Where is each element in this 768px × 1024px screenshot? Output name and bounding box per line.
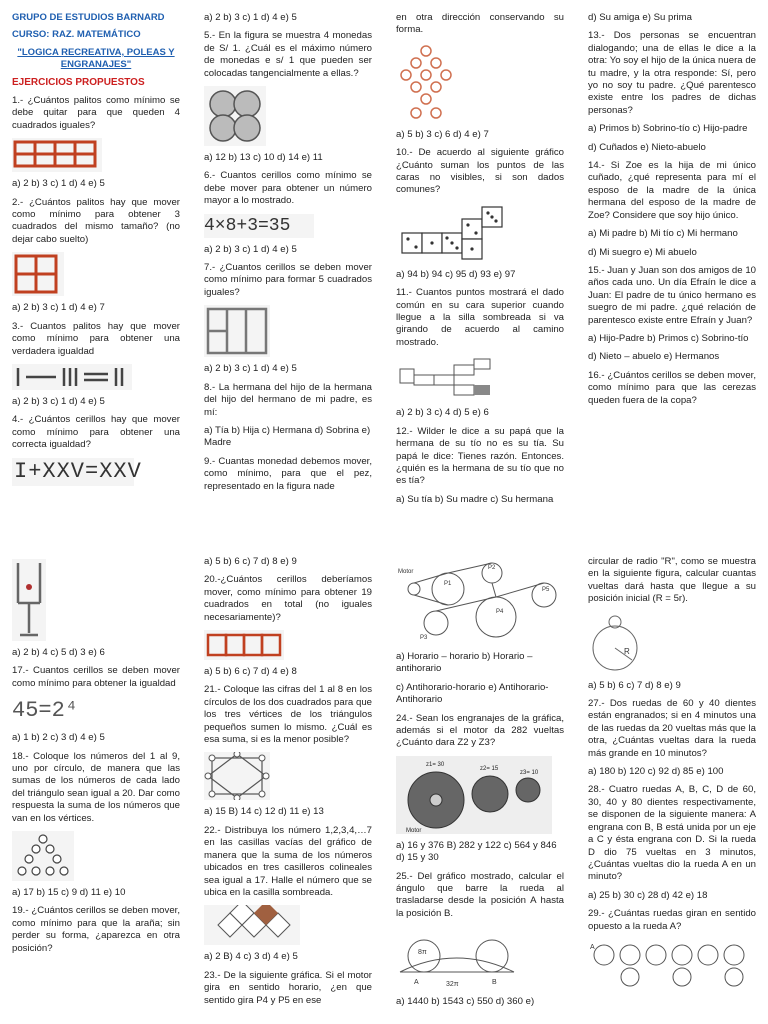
options-11: a) 2 b) 3 c) 4 d) 5 e) 6 — [396, 407, 489, 419]
column-2-bottom — [204, 556, 372, 1013]
matchstick-grid-figure — [12, 252, 64, 296]
question-25: 25.- Del gráfico mostrado, calcular el ángulo que barre la rueda al trasladarse desde la posición A hasta la posición B. — [396, 870, 564, 919]
triangle-circles-figure — [12, 831, 74, 881]
matchstick-squares-figure — [12, 138, 102, 172]
question-2: 2.- ¿Cuántos palitos hay que mover como mínimo para obtener 3 cuadrados del mismo tamaño? (no dejar cabo suelto) — [12, 196, 180, 245]
question-15: 15.- Juan y Juan son dos amigos de 10 años cada uno. Un día Efraín le dice a Juan: El padre de tu único hermano es suegro de mi padre. ¿qué relación de parentesco existe entre Efraín y Juan? — [588, 264, 756, 326]
options-13b: d) Cuñados e) Nieto-abuelo — [588, 141, 706, 153]
question-12: 12.- Wilder le dice a su papá que la hermana de su tío no es su tía. Su papá le dice: Tienes razón. Entonces. ¿quién es la hermana de su tío que no es tía? — [396, 425, 564, 487]
question-1: 1.- ¿Cuántos palitos como mínimo se debe quitar para que queden 4 cuadrados iguales? — [12, 95, 180, 131]
options-14b: d) Mi suegro e) Mi abuelo — [588, 246, 697, 258]
options-8: a) Tía b) Hija c) Hermana d) Sobrina e) Madre — [204, 424, 371, 449]
options-17: a) 1 b) 2 c) 3 d) 4 e) 5 — [12, 732, 105, 744]
coins-figure — [204, 86, 266, 146]
options-1: a) 2 b) 3 c) 1 d) 4 e) 5 — [12, 178, 105, 190]
question-6: 6.- Cuantos cerillos como mínimo se debe mover para obtener un número mayor a lo mostrado. — [204, 170, 372, 207]
question-18: 18.- Coloque los números del 1 al 9, uno por círculo, de manera que las sumas de los números de cada lado del triángulo sean igual a 20. Dar como respuesta la suma de los números que van en los vértices. — [12, 750, 180, 824]
options-18: a) 17 b) 15 c) 9 d) 11 e) 10 — [12, 887, 126, 899]
options-12-cont: d) Su amiga e) Su prima — [588, 12, 692, 23]
pulley-label-p1: P1 — [444, 581, 452, 587]
options-9: a) 5 b) 3 c) 6 d) 4 e) 7 — [396, 128, 489, 140]
column-4-top — [588, 12, 756, 413]
wheel-path-figure — [396, 926, 518, 990]
gear-label-z3: z3= 10 — [520, 769, 539, 776]
pulley-label-p2: P2 — [488, 565, 496, 571]
pulley-figure — [396, 559, 560, 645]
roman-equation: I+XXV=XXV — [14, 458, 142, 484]
question-13: 13.- Dos personas se encuentran dialogando; una de ellas le dice a la otra: Yo soy el hijo de la única nuera de tu madre, y la otra responde: Sí, pero yo no soy tu padre. ¿Qué parentesco existe entre los padres de dichas personas? — [588, 30, 756, 116]
circle-radius-figure — [588, 612, 642, 674]
question-8: 8.- La hermana del hijo de la hermana del hijo del hermano de mi padre, es mí: — [204, 381, 372, 418]
options-27: a) 180 b) 120 c) 92 d) 85 e) 100 — [588, 766, 724, 778]
question-4: 4.- ¿Cuántos cerillos hay que mover como mínimo para obtener una correcta igualdad? — [12, 414, 180, 451]
column-3-bottom — [396, 556, 564, 1015]
options-21: a) 15 B) 14 c) 12 d) 11 e) 13 — [204, 806, 324, 818]
question-29: 29.- ¿Cuántas ruedas giran en sentido opuesto a la rueda A? — [588, 908, 756, 932]
options-7: a) 2 b) 3 c) 1 d) 4 e) 5 — [204, 363, 297, 375]
options-5: a) 12 b) 13 c) 10 d) 14 e) 11 — [204, 152, 323, 164]
question-22: 22.- Distribuya los número 1,2,3,4,…7 en las casillas vacías del gráfico de manera que la suma de los números ubicados en tres casilleros colineales sea igual a 17. Halle el número que se ubica en la casilla sombreada. — [204, 824, 372, 898]
question-16: 16.- ¿Cuántos cerillos se deben mover, como mínimo para que las cerezas queden fuera de la copa? — [588, 369, 756, 406]
double-square-figure — [204, 752, 270, 800]
question-11: 11.- Cuantos puntos mostrará el dado común en su cara superior cuando llegue a la silla sombreada si va girando de acuerdo al camino mostrado. — [396, 287, 564, 348]
question-3: 3.- Cuantos palitos hay que mover como mínimo para obtener una verdadera igualdad — [12, 320, 180, 357]
matchstick-row-figure — [204, 630, 284, 660]
matchstick-number-equation: 4×8+3=35 — [204, 214, 314, 238]
options-3: a) 2 b) 3 c) 1 d) 4 e) 5 — [12, 395, 105, 407]
question-19: 19.- ¿Cuántos cerillos se deben mover, como mínimo para que la araña; sin perder su forma, ¿aparezca en otra posición? — [12, 905, 180, 954]
question-28: 28.- Cuatro ruedas A, B, C, D de 60, 30, 40 y 80 dientes respectivamente, se disponen de la siguiente manera: A engrana con B, B está unida por un eje a C y ésta engrana con D. Si la rueda D dio 75 vueltas en 3 minutos, ¿Cuántas vueltas dio la rueda A en un minuto? — [588, 784, 756, 883]
question-23: 23.- De la siguiente gráfica. Si el motor gira en sentido horario, ¿en que sentido gira P4 y P5 en ese — [204, 969, 372, 1006]
wheels-label-a: A — [590, 943, 595, 951]
die-path-figure — [396, 355, 496, 401]
pulley-label-motor: Motor — [398, 569, 414, 575]
column-4-bottom — [588, 556, 756, 995]
gear-label-z1: z1= 30 — [426, 761, 445, 768]
wheel-label-radius: 8π — [418, 949, 427, 957]
topic-title: "LOGICA RECREATIVA, POLEAS Y ENGRANAJES" — [17, 46, 175, 71]
column-2-top — [204, 12, 372, 499]
matchstick-equation-figure — [12, 364, 132, 390]
course-name: CURSO: RAZ. MATEMÁTICO — [12, 29, 141, 41]
wheel-label-a: A — [414, 979, 419, 987]
matchstick-cup-figure — [12, 559, 46, 641]
options-24: a) 16 y 376 B) 282 y 122 c) 564 y 846 d) 15 y 30 — [396, 839, 557, 864]
question-24: 24.- Sean los engranajes de la gráfica, además si el motor da 282 vueltas ¿Cuánto dara Z2 y Z3? — [396, 712, 564, 749]
gear-label-motor: Motor — [406, 827, 422, 834]
options-14a: a) Mi padre b) Mi tío c) Mi hermano — [588, 228, 738, 240]
options-25: a) 1440 b) 1543 c) 550 d) 360 e) — [396, 996, 535, 1008]
dice-figure — [396, 203, 508, 263]
options-2: a) 2 b) 3 c) 1 d) 4 e) 7 — [12, 302, 105, 314]
question-9: 9.- Cuantas monedad debemos mover, como mínimo, para que el pez, representado en la figura nade — [204, 455, 372, 492]
options-16: a) 2 b) 4 c) 5 d) 3 e) 6 — [12, 647, 105, 658]
pulley-label-p5: P5 — [542, 587, 550, 593]
pulley-label-p4: P4 — [496, 609, 504, 615]
column-1-bottom — [12, 556, 180, 961]
options-6: a) 2 b) 3 c) 1 d) 4 e) 5 — [204, 243, 297, 255]
pulley-label-p3: P3 — [420, 635, 428, 641]
question-9-cont: en otra dirección conservando su forma. — [396, 12, 564, 36]
options-12: a) Su tía b) Su madre c) Su hermana — [396, 493, 554, 505]
options-15a: a) Hijo-Padre b) Primos c) Sobrino-tío — [588, 332, 749, 344]
coin-fish-figure — [396, 43, 456, 123]
options-19: a) 5 b) 6 c) 7 d) 8 e) 9 — [204, 556, 297, 567]
question-21: 21.- Coloque las cifras del 1 al 8 en los círculos de los dos cuadrados para que los tres vértices de los triángulos pequeños sumen lo mismo. ¿Cuál es esa suma, si es la menor posible? — [204, 684, 372, 746]
options-15b: d) Nieto – abuelo e) Hermanos — [588, 351, 720, 363]
options-23a: a) Horario – horario b) Horario – antihorario — [396, 651, 533, 675]
gear-label-z2: z2= 15 — [480, 765, 499, 772]
wheel-label-b: B — [492, 979, 497, 987]
gears-figure — [396, 756, 552, 834]
options-10: a) 94 b) 94 c) 95 d) 93 e) 97 — [396, 268, 516, 280]
section-title: EJERCICIOS PROPUESTOS — [12, 76, 145, 88]
column-1-top — [12, 12, 180, 492]
question-20: 20.-¿Cuántos cerillos deberíamos mover, como mínimo para obtener 19 cuadrados en total (no iguales necesariamente)? — [204, 574, 372, 623]
circle-label-r: R — [624, 646, 630, 656]
options-13a: a) Primos b) Sobrino-tío c) Hijo-padre — [588, 123, 748, 135]
diamond-grid-figure — [204, 905, 300, 945]
column-3-top — [396, 12, 564, 512]
options-20: a) 5 b) 6 c) 7 d) 4 e) 8 — [204, 666, 297, 678]
question-5: 5.- En la figura se muestra 4 monedas de S/ 1. ¿Cuál es el máximo número de monedas e s/ 1 que pueden ser colocadas tangencialmente a ellas.? — [204, 30, 372, 79]
question-10: 10.- De acuerdo al siguiente gráfico ¿Cuánto suman los puntos de las caras no visibles, si son dados comunes? — [396, 147, 564, 196]
matchstick-rectangles-figure — [204, 305, 270, 357]
options-26: a) 5 b) 6 c) 7 d) 8 e) 9 — [588, 679, 681, 691]
question-17: 17.- Cuantos cerillos se deben mover como mínimo para obtener la igualdad — [12, 665, 180, 689]
wheels-chain-figure — [588, 939, 754, 989]
group-name: GRUPO DE ESTUDIOS BARNARD — [12, 12, 165, 23]
question-7: 7.- ¿Cuantos cerillos se deben mover como mínimo para formar 5 cuadrados iguales? — [204, 262, 372, 298]
question-26-cont: circular de radio "R", como se muestra en la siguiente figura, calcular cuantas vueltas dará hasta que llegue a su posición inicial (R = 5r). — [588, 556, 756, 605]
options-22: a) 2 B) 4 c) 3 d) 4 e) 5 — [204, 951, 298, 963]
power-equation: 45=2⁴ — [12, 696, 72, 726]
wheel-label-distance: 32π — [446, 981, 459, 989]
options-4: a) 2 b) 3 c) 1 d) 4 e) 5 — [204, 12, 297, 23]
question-27: 27.- Dos ruedas de 60 y 40 dientes están engranados; si en 4 minutos una de las ruedas da 20 vueltas más que la otra, ¿Cuántas vueltas dara la rueda más grande en 10 minutos? — [588, 698, 756, 759]
options-23b: c) Antihorario-horario e) Antihorario-Antihorario — [396, 681, 549, 706]
options-28: a) 25 b) 30 c) 28 d) 42 e) 18 — [588, 889, 708, 901]
question-14: 14.- Si Zoe es la hija de mi único cuñado, ¿qué representa para mí el esposo de la madre de la única hermana del esposo de la madre de Zoe? Considere que soy hijo único. — [588, 160, 756, 221]
